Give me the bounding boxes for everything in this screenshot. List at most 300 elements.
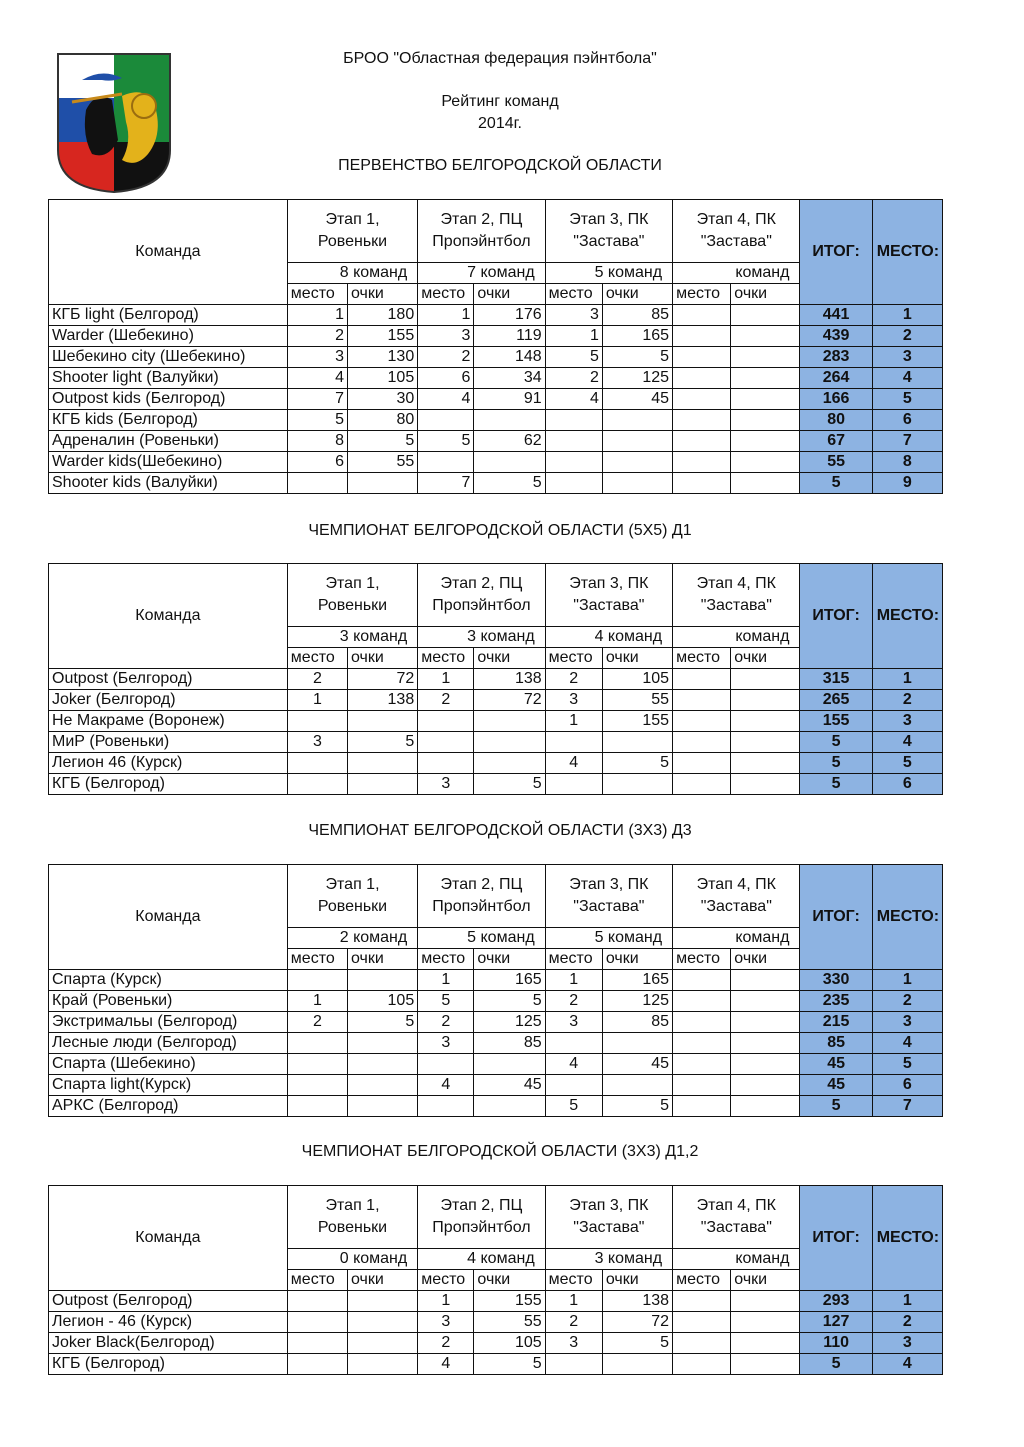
table-row bbox=[49, 774, 943, 795]
stage-place bbox=[673, 690, 731, 711]
stage-points: 105 bbox=[347, 991, 417, 1012]
stage-place bbox=[673, 1075, 731, 1096]
stage-place bbox=[545, 473, 602, 494]
stage-place bbox=[673, 452, 731, 473]
stage-points: 85 bbox=[602, 1012, 672, 1033]
final-place: 5 bbox=[872, 1054, 942, 1075]
final-place: 5 bbox=[872, 389, 942, 410]
stage-place: 2 bbox=[418, 1333, 474, 1354]
total-points: 215 bbox=[800, 1012, 872, 1033]
stage-header-1: Этап 1, Ровеньки bbox=[287, 564, 417, 627]
stage-points: 5 bbox=[602, 1096, 672, 1117]
stage-points: 55 bbox=[602, 690, 672, 711]
team-count-2: 5 команд bbox=[418, 928, 545, 949]
stage-points: 5 bbox=[602, 753, 672, 774]
team-name: Не Макраме (Воронеж) bbox=[49, 711, 288, 732]
stage-place bbox=[673, 368, 731, 389]
team-name: АРКС (Белгород) bbox=[49, 1096, 288, 1117]
stage-place: 6 bbox=[287, 452, 347, 473]
stage-points: 155 bbox=[602, 711, 672, 732]
stage-points bbox=[731, 732, 800, 753]
stage-place bbox=[545, 1354, 602, 1375]
total-points: 127 bbox=[800, 1312, 872, 1333]
itog-column-header: ИТОГ: bbox=[800, 200, 872, 305]
table-row bbox=[49, 669, 943, 690]
stage-place bbox=[287, 774, 347, 795]
team-count-4: команд bbox=[673, 1249, 800, 1270]
stage-points: 5 bbox=[474, 1354, 545, 1375]
team-column-header: Команда bbox=[49, 1186, 288, 1291]
stage-points bbox=[347, 970, 417, 991]
team-name: КГБ light (Белгород) bbox=[49, 305, 288, 326]
stage-place bbox=[287, 473, 347, 494]
stage-points: 72 bbox=[474, 690, 545, 711]
stage-place: 4 bbox=[545, 753, 602, 774]
stage-place: 3 bbox=[287, 347, 347, 368]
stage-header-4: Этап 4, ПК "Застава" bbox=[673, 865, 800, 928]
stage-points: 125 bbox=[602, 991, 672, 1012]
stage-place: 1 bbox=[418, 1291, 474, 1312]
total-points: 264 bbox=[800, 368, 872, 389]
stage-points: 105 bbox=[602, 669, 672, 690]
table-row bbox=[49, 711, 943, 732]
stage-points: 55 bbox=[474, 1312, 545, 1333]
stage-place: 7 bbox=[418, 473, 474, 494]
place-subheader: место bbox=[673, 1270, 731, 1291]
stage-place bbox=[673, 991, 731, 1012]
stage-place bbox=[418, 1054, 474, 1075]
stage-points bbox=[602, 452, 672, 473]
stage-points: 5 bbox=[474, 991, 545, 1012]
total-points: 80 bbox=[800, 410, 872, 431]
stage-place bbox=[287, 753, 347, 774]
stage-header-1: Этап 1, Ровеньки bbox=[287, 1186, 417, 1249]
total-points: 5 bbox=[800, 774, 872, 795]
stage-place bbox=[287, 1312, 347, 1333]
total-points: 166 bbox=[800, 389, 872, 410]
total-points: 110 bbox=[800, 1333, 872, 1354]
stage-points: 138 bbox=[474, 669, 545, 690]
table-row bbox=[49, 1033, 943, 1054]
stage-points bbox=[347, 1312, 417, 1333]
stage-place: 2 bbox=[545, 1312, 602, 1333]
stage-place: 1 bbox=[545, 711, 602, 732]
stage-place: 3 bbox=[545, 305, 602, 326]
final-place: 9 bbox=[872, 473, 942, 494]
final-place: 5 bbox=[872, 753, 942, 774]
stage-place bbox=[287, 970, 347, 991]
team-count-2: 3 команд bbox=[418, 627, 545, 648]
stage-place: 2 bbox=[545, 991, 602, 1012]
stage-points bbox=[731, 1333, 800, 1354]
stage-points bbox=[347, 1096, 417, 1117]
stage-points bbox=[347, 711, 417, 732]
stage-points: 5 bbox=[602, 1333, 672, 1354]
place-subheader: место bbox=[418, 284, 474, 305]
table-row bbox=[49, 305, 943, 326]
table-row bbox=[49, 1333, 943, 1354]
table-row bbox=[49, 1012, 943, 1033]
stage-place: 1 bbox=[418, 305, 474, 326]
stage-place: 1 bbox=[545, 970, 602, 991]
points-subheader: очки bbox=[474, 1270, 545, 1291]
stage-place bbox=[418, 753, 474, 774]
table-row bbox=[49, 431, 943, 452]
stage-points: 125 bbox=[602, 368, 672, 389]
stage-place bbox=[545, 1033, 602, 1054]
team-name: Легион 46 (Курск) bbox=[49, 753, 288, 774]
stage-place: 1 bbox=[545, 1291, 602, 1312]
stage-header-3: Этап 3, ПК "Застава" bbox=[545, 1186, 672, 1249]
stage-header-1: Этап 1, Ровеньки bbox=[287, 865, 417, 928]
place-subheader: место bbox=[545, 949, 602, 970]
team-count-3: 5 команд bbox=[545, 263, 672, 284]
total-points: 5 bbox=[800, 1096, 872, 1117]
place-column-header: МЕСТО: bbox=[872, 865, 942, 970]
stage-points: 125 bbox=[474, 1012, 545, 1033]
stage-place bbox=[673, 1312, 731, 1333]
stage-points bbox=[731, 431, 800, 452]
team-count-3: 5 команд bbox=[545, 928, 672, 949]
place-subheader: место bbox=[545, 648, 602, 669]
points-subheader: очки bbox=[731, 284, 800, 305]
org-name: БРОО "Областная федерация пэйнтбола" bbox=[343, 50, 657, 67]
stage-points bbox=[602, 1075, 672, 1096]
stage-header-4: Этап 4, ПК "Застава" bbox=[673, 564, 800, 627]
total-points: 45 bbox=[800, 1075, 872, 1096]
stage-place: 5 bbox=[418, 431, 474, 452]
stage-place: 2 bbox=[545, 368, 602, 389]
stage-points: 72 bbox=[602, 1312, 672, 1333]
place-subheader: место bbox=[287, 648, 347, 669]
stage-place: 2 bbox=[545, 669, 602, 690]
stage-place: 5 bbox=[545, 347, 602, 368]
stage-place: 3 bbox=[418, 774, 474, 795]
header-row bbox=[49, 865, 943, 928]
stage-points: 180 bbox=[347, 305, 417, 326]
itog-column-header: ИТОГ: bbox=[800, 865, 872, 970]
total-points: 5 bbox=[800, 473, 872, 494]
stage-points: 5 bbox=[347, 431, 417, 452]
stage-place: 5 bbox=[287, 410, 347, 431]
stage-points: 165 bbox=[602, 326, 672, 347]
stage-place: 5 bbox=[545, 1096, 602, 1117]
stage-place bbox=[287, 1075, 347, 1096]
stage-place bbox=[673, 970, 731, 991]
total-points: 85 bbox=[800, 1033, 872, 1054]
stage-points: 45 bbox=[474, 1075, 545, 1096]
stage-points bbox=[347, 473, 417, 494]
stage-place bbox=[673, 347, 731, 368]
final-place: 3 bbox=[872, 711, 942, 732]
team-name: Адреналин (Ровеньки) bbox=[49, 431, 288, 452]
points-subheader: очки bbox=[731, 1270, 800, 1291]
stage-place bbox=[545, 452, 602, 473]
table-row bbox=[49, 690, 943, 711]
stage-place: 2 bbox=[418, 690, 474, 711]
stage-points: 105 bbox=[347, 368, 417, 389]
table-row bbox=[49, 410, 943, 431]
final-place: 7 bbox=[872, 1096, 942, 1117]
stage-place bbox=[673, 669, 731, 690]
stage-points bbox=[602, 410, 672, 431]
stage-points: 72 bbox=[347, 669, 417, 690]
stage-points bbox=[731, 452, 800, 473]
place-subheader: место bbox=[673, 648, 731, 669]
stage-place bbox=[545, 1075, 602, 1096]
table-row bbox=[49, 1054, 943, 1075]
stage-points bbox=[602, 774, 672, 795]
stage-points bbox=[731, 1012, 800, 1033]
stage-points bbox=[347, 1033, 417, 1054]
stage-place bbox=[545, 410, 602, 431]
stage-place bbox=[287, 711, 347, 732]
total-points: 293 bbox=[800, 1291, 872, 1312]
stage-points: 30 bbox=[347, 389, 417, 410]
stage-header-3: Этап 3, ПК "Застава" bbox=[545, 564, 672, 627]
stage-points bbox=[731, 368, 800, 389]
rating-table-3 bbox=[48, 864, 943, 1117]
stage-place bbox=[418, 732, 474, 753]
stage-place bbox=[673, 1333, 731, 1354]
stage-points bbox=[347, 1354, 417, 1375]
stage-header-3: Этап 3, ПК "Застава" bbox=[545, 200, 672, 263]
final-place: 4 bbox=[872, 368, 942, 389]
stage-points bbox=[347, 1291, 417, 1312]
stage-header-4: Этап 4, ПК "Застава" bbox=[673, 200, 800, 263]
stage-place bbox=[673, 711, 731, 732]
team-name: Warder (Шебекино) bbox=[49, 326, 288, 347]
stage-points: 105 bbox=[474, 1333, 545, 1354]
stage-place: 4 bbox=[418, 389, 474, 410]
team-name: Outpost (Белгород) bbox=[49, 669, 288, 690]
itog-column-header: ИТОГ: bbox=[800, 1186, 872, 1291]
team-count-3: 4 команд bbox=[545, 627, 672, 648]
points-subheader: очки bbox=[347, 284, 417, 305]
stage-points bbox=[731, 991, 800, 1012]
stage-place: 4 bbox=[545, 389, 602, 410]
stage-points bbox=[474, 1096, 545, 1117]
stage-place bbox=[545, 732, 602, 753]
stage-points bbox=[347, 1075, 417, 1096]
stage-points bbox=[347, 753, 417, 774]
stage-points bbox=[731, 473, 800, 494]
team-name: Край (Ровеньки) bbox=[49, 991, 288, 1012]
stage-points: 62 bbox=[474, 431, 545, 452]
final-place: 6 bbox=[872, 774, 942, 795]
final-place: 3 bbox=[872, 1012, 942, 1033]
stage-place: 3 bbox=[418, 326, 474, 347]
stage-place bbox=[673, 1291, 731, 1312]
rating-table-2 bbox=[48, 563, 943, 795]
final-place: 4 bbox=[872, 1033, 942, 1054]
team-name: Лесные люди (Белгород) bbox=[49, 1033, 288, 1054]
rating-table-1 bbox=[48, 199, 943, 494]
stage-points: 80 bbox=[347, 410, 417, 431]
stage-place: 8 bbox=[287, 431, 347, 452]
total-points: 439 bbox=[800, 326, 872, 347]
stage-header-4: Этап 4, ПК "Застава" bbox=[673, 1186, 800, 1249]
stage-place: 1 bbox=[287, 690, 347, 711]
stage-place: 4 bbox=[545, 1054, 602, 1075]
place-column-header: МЕСТО: bbox=[872, 1186, 942, 1291]
team-count-4: команд bbox=[673, 627, 800, 648]
table-row bbox=[49, 1096, 943, 1117]
table-row bbox=[49, 970, 943, 991]
header-row bbox=[49, 564, 943, 627]
stage-points: 34 bbox=[474, 368, 545, 389]
team-name: Outpost kids (Белгород) bbox=[49, 389, 288, 410]
stage-place bbox=[545, 431, 602, 452]
stage-points bbox=[731, 326, 800, 347]
stage-points bbox=[731, 711, 800, 732]
total-points: 5 bbox=[800, 753, 872, 774]
team-name: Shooter light (Валуйки) bbox=[49, 368, 288, 389]
stage-points: 45 bbox=[602, 1054, 672, 1075]
table-row bbox=[49, 732, 943, 753]
points-subheader: очки bbox=[731, 949, 800, 970]
table-row bbox=[49, 1354, 943, 1375]
stage-place bbox=[673, 753, 731, 774]
total-points: 265 bbox=[800, 690, 872, 711]
team-count-1: 2 команд bbox=[287, 928, 417, 949]
stage-points bbox=[731, 1096, 800, 1117]
final-place: 3 bbox=[872, 347, 942, 368]
total-points: 155 bbox=[800, 711, 872, 732]
total-points: 283 bbox=[800, 347, 872, 368]
stage-points bbox=[731, 410, 800, 431]
team-name: Warder kids(Шебекино) bbox=[49, 452, 288, 473]
stage-points bbox=[731, 305, 800, 326]
stage-place: 1 bbox=[545, 326, 602, 347]
stage-place bbox=[673, 1354, 731, 1375]
total-points: 55 bbox=[800, 452, 872, 473]
team-name: Joker (Белгород) bbox=[49, 690, 288, 711]
stage-header-2: Этап 2, ПЦ Пропэйнтбол bbox=[418, 564, 545, 627]
section-title-1: ПЕРВЕНСТВО БЕЛГОРОДСКОЙ ОБЛАСТИ bbox=[338, 157, 662, 174]
stage-place bbox=[673, 774, 731, 795]
stage-points bbox=[474, 711, 545, 732]
team-count-4: команд bbox=[673, 263, 800, 284]
team-name: Экстримальы (Белгород) bbox=[49, 1012, 288, 1033]
points-subheader: очки bbox=[602, 1270, 672, 1291]
stage-place: 3 bbox=[418, 1033, 474, 1054]
stage-header-2: Этап 2, ПЦ Пропэйнтбол bbox=[418, 1186, 545, 1249]
points-subheader: очки bbox=[347, 648, 417, 669]
points-subheader: очки bbox=[347, 1270, 417, 1291]
points-subheader: очки bbox=[347, 949, 417, 970]
stage-header-2: Этап 2, ПЦ Пропэйнтбол bbox=[418, 865, 545, 928]
stage-place bbox=[673, 732, 731, 753]
stage-place bbox=[673, 431, 731, 452]
table-row bbox=[49, 389, 943, 410]
stage-points: 45 bbox=[602, 389, 672, 410]
points-subheader: очки bbox=[474, 284, 545, 305]
place-subheader: место bbox=[287, 1270, 347, 1291]
final-place: 1 bbox=[872, 970, 942, 991]
team-column-header: Команда bbox=[49, 200, 288, 305]
team-count-1: 0 команд bbox=[287, 1249, 417, 1270]
stage-header-3: Этап 3, ПК "Застава" bbox=[545, 865, 672, 928]
team-count-3: 3 команд bbox=[545, 1249, 672, 1270]
place-subheader: место bbox=[673, 949, 731, 970]
stage-points: 155 bbox=[474, 1291, 545, 1312]
stage-place: 1 bbox=[418, 669, 474, 690]
stage-place: 1 bbox=[418, 970, 474, 991]
team-name: Легион - 46 (Курск) bbox=[49, 1312, 288, 1333]
table-row bbox=[49, 473, 943, 494]
team-name: Спарта (Шебекино) bbox=[49, 1054, 288, 1075]
stage-points bbox=[474, 410, 545, 431]
total-points: 5 bbox=[800, 732, 872, 753]
stage-place bbox=[673, 473, 731, 494]
stage-points: 91 bbox=[474, 389, 545, 410]
section-title-4: ЧЕМПИОНАТ БЕЛГОРОДСКОЙ ОБЛАСТИ (3Х3) Д1,2 bbox=[301, 1143, 699, 1160]
place-subheader: место bbox=[418, 1270, 474, 1291]
team-count-2: 7 команд bbox=[418, 263, 545, 284]
place-subheader: место bbox=[418, 648, 474, 669]
stage-points bbox=[731, 669, 800, 690]
stage-points bbox=[347, 1333, 417, 1354]
stage-place bbox=[287, 1333, 347, 1354]
total-points: 235 bbox=[800, 991, 872, 1012]
rating-table-4 bbox=[48, 1185, 943, 1375]
stage-points bbox=[731, 690, 800, 711]
table-row bbox=[49, 452, 943, 473]
stage-points: 176 bbox=[474, 305, 545, 326]
stage-points bbox=[474, 452, 545, 473]
stage-place: 1 bbox=[287, 991, 347, 1012]
stage-points: 148 bbox=[474, 347, 545, 368]
table-row bbox=[49, 991, 943, 1012]
stage-place: 2 bbox=[287, 326, 347, 347]
stage-place bbox=[673, 1012, 731, 1033]
points-subheader: очки bbox=[474, 949, 545, 970]
stage-place: 1 bbox=[287, 305, 347, 326]
final-place: 4 bbox=[872, 732, 942, 753]
points-subheader: очки bbox=[602, 284, 672, 305]
stage-place bbox=[287, 1291, 347, 1312]
stage-points bbox=[731, 389, 800, 410]
points-subheader: очки bbox=[731, 648, 800, 669]
team-name: МиР (Ровеньки) bbox=[49, 732, 288, 753]
total-points: 45 bbox=[800, 1054, 872, 1075]
stage-place bbox=[418, 452, 474, 473]
stage-place bbox=[287, 1096, 347, 1117]
stage-points bbox=[347, 1054, 417, 1075]
stage-place: 4 bbox=[418, 1075, 474, 1096]
place-subheader: место bbox=[673, 284, 731, 305]
final-place: 7 bbox=[872, 431, 942, 452]
final-place: 1 bbox=[872, 305, 942, 326]
stage-place bbox=[673, 305, 731, 326]
stage-points bbox=[602, 732, 672, 753]
total-points: 5 bbox=[800, 1354, 872, 1375]
final-place: 2 bbox=[872, 1312, 942, 1333]
stage-points bbox=[731, 774, 800, 795]
stage-points bbox=[731, 970, 800, 991]
team-name: Спарта light(Курск) bbox=[49, 1075, 288, 1096]
stage-points bbox=[731, 1291, 800, 1312]
stage-place bbox=[418, 1096, 474, 1117]
team-name: Joker Black(Белгород) bbox=[49, 1333, 288, 1354]
stage-points bbox=[731, 1054, 800, 1075]
final-place: 1 bbox=[872, 1291, 942, 1312]
team-name: КГБ kids (Белгород) bbox=[49, 410, 288, 431]
stage-place: 2 bbox=[418, 347, 474, 368]
stage-points: 5 bbox=[347, 1012, 417, 1033]
place-subheader: место bbox=[287, 949, 347, 970]
